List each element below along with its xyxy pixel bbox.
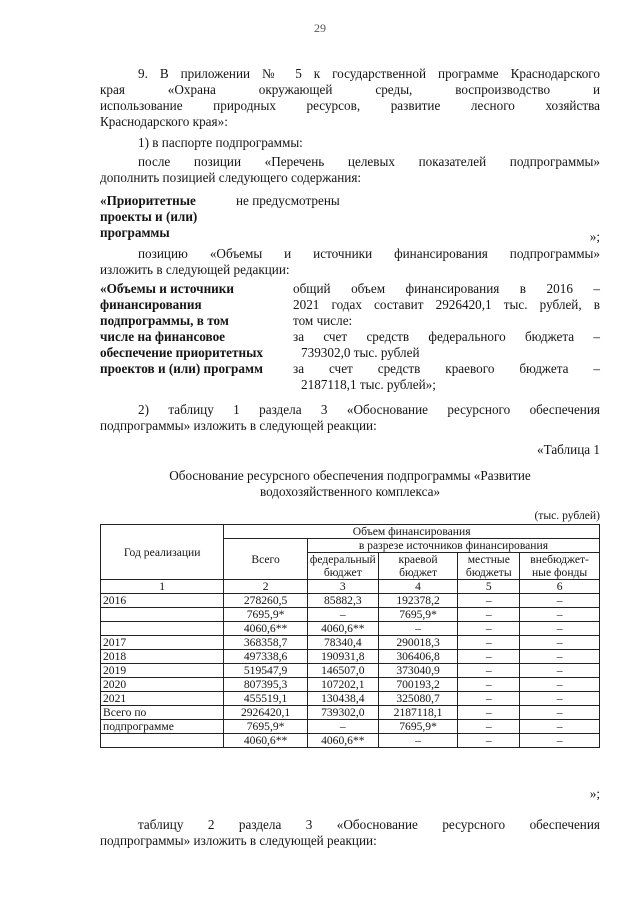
table-cell-regional: 325080,7 bbox=[378, 692, 458, 706]
table-cell-extra: – bbox=[520, 678, 600, 692]
priority-label: «Приоритетные проекты и (или) программы bbox=[100, 193, 198, 240]
item-9-paragraph bbox=[100, 66, 600, 130]
table-cell-extra: – bbox=[520, 720, 600, 734]
text-line: дополнить позицией следующего содержания: bbox=[100, 170, 362, 185]
table-cell-extra: – bbox=[520, 692, 600, 706]
table-title: Обоснование ресурсного обеспечения подпрограммы «Развитие водохозяйственного комплекса» bbox=[169, 468, 531, 499]
table-cell-local: – bbox=[458, 692, 520, 706]
header-total: Всего bbox=[224, 539, 308, 580]
table-cell-local: – bbox=[458, 636, 520, 650]
page-number: 29 bbox=[314, 21, 326, 35]
text-line: края «Охрана окружающей среды, воспроизводство и bbox=[100, 82, 600, 97]
table-label: «Таблица 1 bbox=[537, 442, 600, 457]
priority-close: »; bbox=[589, 229, 600, 244]
table-cell-federal: – bbox=[307, 608, 378, 622]
table-cell-extra: – bbox=[520, 636, 600, 650]
text-line: таблицу 2 раздела 3 «Обоснование ресурсного обеспечения bbox=[138, 817, 600, 832]
table-row bbox=[101, 734, 600, 748]
header-federal: федеральный бюджет bbox=[307, 553, 378, 580]
table-cell-federal: 130438,4 bbox=[307, 692, 378, 706]
table-cell-regional: 192378,2 bbox=[378, 594, 458, 608]
table-row bbox=[101, 664, 600, 678]
table-cell-year: 2020 bbox=[101, 678, 224, 692]
table-cell-federal: 739302,0 bbox=[307, 706, 378, 720]
table-cell-year: 2021 bbox=[101, 692, 224, 706]
table-cell-federal: 4060,6** bbox=[307, 734, 378, 748]
volumes-label: «Объемы и источники финансирования подпрограммы, в том числе на финансовое обеспечение приоритетных проектов и (или) программ bbox=[100, 281, 263, 376]
table-cell-regional: 290018,3 bbox=[378, 636, 458, 650]
table-cell-total: 7695,9* bbox=[224, 720, 308, 734]
header-volume: Объем финансирования bbox=[224, 525, 600, 539]
table-cell-total: 4060,6** bbox=[224, 622, 308, 636]
table-cell-total: 519547,9 bbox=[224, 664, 308, 678]
volumes-value: общий объем финансирования в 2016 – 2021 годах составит 2926420,1 тыс. рублей, в том числе: за счет средств федерального бюджета – 739302,0 тыс. рублей за счет средств краевого бюджета – 2187118,1 тыс. рублей»; bbox=[293, 281, 600, 392]
table-cell-regional: 700193,2 bbox=[378, 678, 458, 692]
table-cell-federal: 78340,4 bbox=[307, 636, 378, 650]
table-body bbox=[101, 594, 600, 748]
text-line: подпрограммы» изложить в следующей реакции: bbox=[100, 833, 377, 848]
table-cell-federal: 190931,8 bbox=[307, 650, 378, 664]
table-cell-total: 2926420,1 bbox=[224, 706, 308, 720]
table-row bbox=[101, 608, 600, 622]
table-cell-regional: – bbox=[378, 622, 458, 636]
table-cell-regional: 7695,9* bbox=[378, 720, 458, 734]
table-cell-federal: – bbox=[307, 720, 378, 734]
table-cell-local: – bbox=[458, 720, 520, 734]
priority-value: не предусмотрены bbox=[236, 193, 340, 208]
table-cell-year bbox=[101, 734, 224, 748]
table-cell-local: – bbox=[458, 706, 520, 720]
table-cell-total: 4060,6** bbox=[224, 734, 308, 748]
table-cell-total: 497338,6 bbox=[224, 650, 308, 664]
text-line: позицию «Объемы и источники финансирования подпрограммы» bbox=[138, 246, 600, 261]
table-cell-year bbox=[101, 608, 224, 622]
table-row bbox=[101, 720, 600, 734]
table-cell-extra: – bbox=[520, 622, 600, 636]
text-line: изложить в следующей редакции: bbox=[100, 262, 290, 277]
table-cell-federal: 4060,6** bbox=[307, 622, 378, 636]
table-cell-local: – bbox=[458, 650, 520, 664]
table-row bbox=[101, 636, 600, 650]
table-row bbox=[101, 650, 600, 664]
table-cell-regional: 306406,8 bbox=[378, 650, 458, 664]
table-cell-total: 7695,9* bbox=[224, 608, 308, 622]
table-cell-regional: – bbox=[378, 734, 458, 748]
table-cell-extra: – bbox=[520, 650, 600, 664]
table-cell-year: 2016 bbox=[101, 594, 224, 608]
financing-table bbox=[100, 524, 600, 748]
sub-item-1: 1) в паспорте подпрограммы: bbox=[138, 135, 303, 150]
table-row bbox=[101, 706, 600, 720]
table-cell-local: – bbox=[458, 734, 520, 748]
table-cell-extra: – bbox=[520, 594, 600, 608]
table-cell-year: 2018 bbox=[101, 650, 224, 664]
table-cell-year: 2017 bbox=[101, 636, 224, 650]
table-cell-local: – bbox=[458, 608, 520, 622]
table-cell-year: 2019 bbox=[101, 664, 224, 678]
final-paragraph bbox=[100, 817, 600, 849]
table-cell-extra: – bbox=[520, 664, 600, 678]
table-cell-extra: – bbox=[520, 608, 600, 622]
table-cell-extra: – bbox=[520, 706, 600, 720]
table-cell-total: 807395,3 bbox=[224, 678, 308, 692]
table-cell-total: 278260,5 bbox=[224, 594, 308, 608]
table-cell-regional: 7695,9* bbox=[378, 608, 458, 622]
text-line: 9. В приложении № 5 к государственной программе Краснодарского bbox=[138, 66, 600, 81]
table-cell-local: – bbox=[458, 622, 520, 636]
sub-item-2 bbox=[100, 402, 600, 434]
text-line: Краснодарского края»: bbox=[100, 114, 228, 129]
header-regional: краевой бюджет bbox=[378, 553, 458, 580]
table-cell-extra: – bbox=[520, 734, 600, 748]
table-cell-year bbox=[101, 622, 224, 636]
header-extra: внебюджет-ные фонды bbox=[520, 553, 600, 580]
table-row bbox=[101, 692, 600, 706]
header-year: Год реализации bbox=[101, 525, 224, 580]
table-header-row bbox=[101, 525, 600, 539]
table-cell-total: 368358,7 bbox=[224, 636, 308, 650]
table-cell-local: – bbox=[458, 594, 520, 608]
table-cell-federal: 85882,3 bbox=[307, 594, 378, 608]
after-position-paragraph bbox=[100, 154, 600, 186]
text-line: после позиции «Перечень целевых показателей подпрограммы» bbox=[138, 154, 600, 169]
text-line: подпрограммы» изложить в следующей реакции: bbox=[100, 418, 377, 433]
text-line: 2) таблицу 1 раздела 3 «Обоснование ресурсного обеспечения bbox=[138, 402, 600, 417]
table-row bbox=[101, 594, 600, 608]
table-cell-federal: 146507,0 bbox=[307, 664, 378, 678]
table-cell-year: Всего по bbox=[101, 706, 224, 720]
table-cell-total: 455519,1 bbox=[224, 692, 308, 706]
column-number-row: 1 2 3 4 5 6 bbox=[101, 580, 600, 594]
text-line: использование природных ресурсов, развитие лесного хозяйства bbox=[100, 98, 600, 113]
table-cell-local: – bbox=[458, 664, 520, 678]
table-cell-local: – bbox=[458, 678, 520, 692]
volumes-intro-paragraph bbox=[100, 246, 600, 278]
header-local: местные бюджеты bbox=[458, 553, 520, 580]
table-cell-federal: 107202,1 bbox=[307, 678, 378, 692]
table-close: »; bbox=[589, 786, 600, 801]
table-cell-regional: 2187118,1 bbox=[378, 706, 458, 720]
header-sources: в разрезе источников финансирования bbox=[307, 539, 599, 553]
table-row bbox=[101, 678, 600, 692]
units-label: (тыс. рублей) bbox=[534, 509, 600, 522]
table-cell-year: подпрограмме bbox=[101, 720, 224, 734]
table-row bbox=[101, 622, 600, 636]
table-cell-regional: 373040,9 bbox=[378, 664, 458, 678]
